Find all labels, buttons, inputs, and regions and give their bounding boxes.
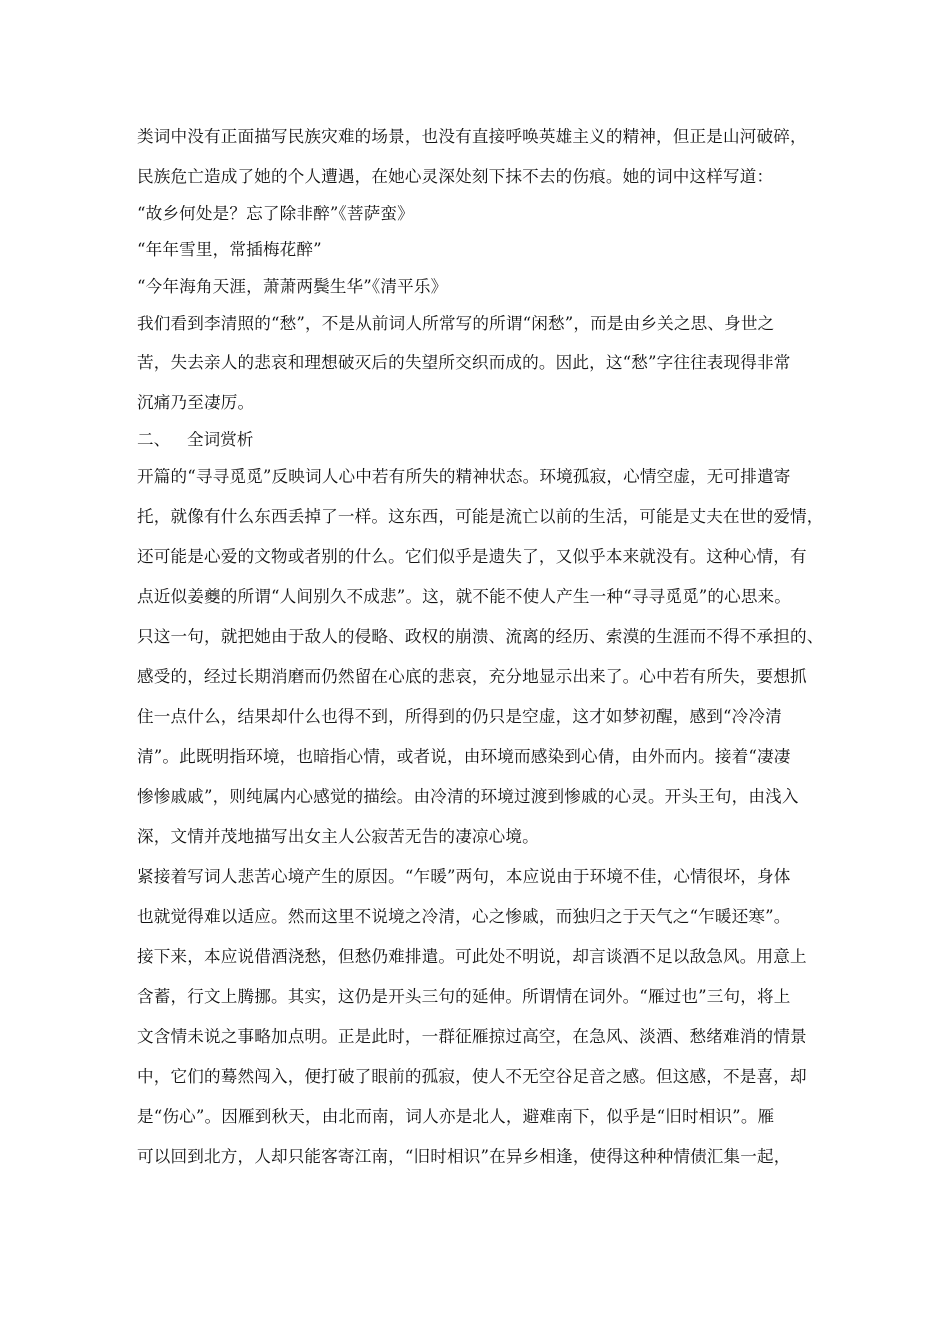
text-line: 含蓄，行文上腾挪。其实，这仍是开头三句的延伸。所谓情在词外。“雁过也”三句，将上 <box>137 987 791 1006</box>
text-line: 托，就像有什么东西丢掉了一样。这东西，可能是流亡以前的生活，可能是丈夫在世的爱情， <box>137 507 824 526</box>
text-line: 苦，失去亲人的悲哀和理想破灭后的失望所交织而成的。因此，这“愁”字往往表现得非常 <box>137 353 791 372</box>
text-line: 开篇的“寻寻觅觅”反映词人心中若有所失的精神状态。环境孤寂，心情空虚，无可排遣寄 <box>137 467 791 486</box>
text-line: 类词中没有正面描写民族灾难的场景，也没有直接呼唤英雄主义的精神，但正是山河破碎， <box>137 127 807 146</box>
text-line: 深，文情并茂地描写出女主人公寂苦无告的凄凉心境。 <box>137 827 539 846</box>
text-line: 住一点什么，结果却什么也得不到，所得到的仍只是空虚，这才如梦初醒，感到“冷冷清 <box>137 707 782 726</box>
text-line: 点近似姜夔的所谓“人间别久不成悲”。这，就不能不使人产生一种“寻寻觅觅”的心思来。 <box>137 587 792 606</box>
text-line: 我们看到李清照的“愁”，不是从前词人所常写的所谓“闲愁”，而是由乡关之思、身世之 <box>137 314 775 333</box>
text-line: 接下来，本应说借酒浇愁，但愁仍难排遣。可此处不明说，却言谈酒不足以敌急风。用意上 <box>137 947 807 966</box>
text-line: “故乡何处是？忘了除非醉”《菩萨蛮》 <box>137 204 414 223</box>
section-title: 全词赏析 <box>187 430 254 449</box>
text-line: 清”。此既明指环境，也暗指心情，或者说，由环境而感染到心倩，由外而内。接着“凄凄 <box>137 747 791 766</box>
text-line: 中，它们的蓦然闯入，便打破了眼前的孤寂，使人不无空谷足音之感。但这感，不是喜，却 <box>137 1067 807 1086</box>
section-heading <box>137 429 827 451</box>
section-number: 二、 <box>137 430 171 449</box>
text-line: 还可能是心爱的文物或者别的什么。它们似乎是遗失了，又似乎本来就没有。这种心情，有 <box>137 547 807 566</box>
text-line: 民族危亡造成了她的个人遭遇，在她心灵深处刻下抹不去的伤痕。她的词中这样写道： <box>137 167 774 186</box>
text-line: 文含情未说之事略加点明。正是此时，一群征雁掠过高空，在急风、淡酒、愁绪难消的情景 <box>137 1027 807 1046</box>
text-line: “年年雪里，常插梅花醉” <box>137 240 322 259</box>
text-line: 紧接着写词人悲苦心境产生的原因。“乍暖”两句，本应说由于环境不佳，心情很坏，身体 <box>137 867 791 886</box>
text-line: 惨惨戚戚”，则纯属内心感觉的描绘。由冷清的环境过渡到惨戚的心灵。开头王句，由浅入 <box>137 787 799 806</box>
text-line: 是“伤心”。因雁到秋天，由北而南，词人亦是北人，避难南下，似乎是“旧时相识”。雁 <box>137 1107 775 1126</box>
text-line: 也就觉得难以适应。然而这里不说境之冷清，心之惨戚，而独归之于天气之“乍暖还寒”。 <box>137 907 791 926</box>
text-line: 只这一句，就把她由于敌人的侵略、政权的崩溃、流离的经历、索漠的生涯而不得不承担的、 <box>137 627 824 646</box>
text-line: 沉痛乃至凄厉。 <box>137 393 255 412</box>
text-line: “今年海角天涯，萧萧两鬓生华”《清平乐》 <box>137 277 448 296</box>
text-line: 感受的，经过长期消磨而仍然留在心底的悲哀，充分地显示出来了。心中若有所失，要想抓 <box>137 667 807 686</box>
text-line: 可以回到北方，人却只能客寄江南，“旧时相识”在异乡相逢，使得这种种情债汇集一起， <box>137 1147 791 1166</box>
